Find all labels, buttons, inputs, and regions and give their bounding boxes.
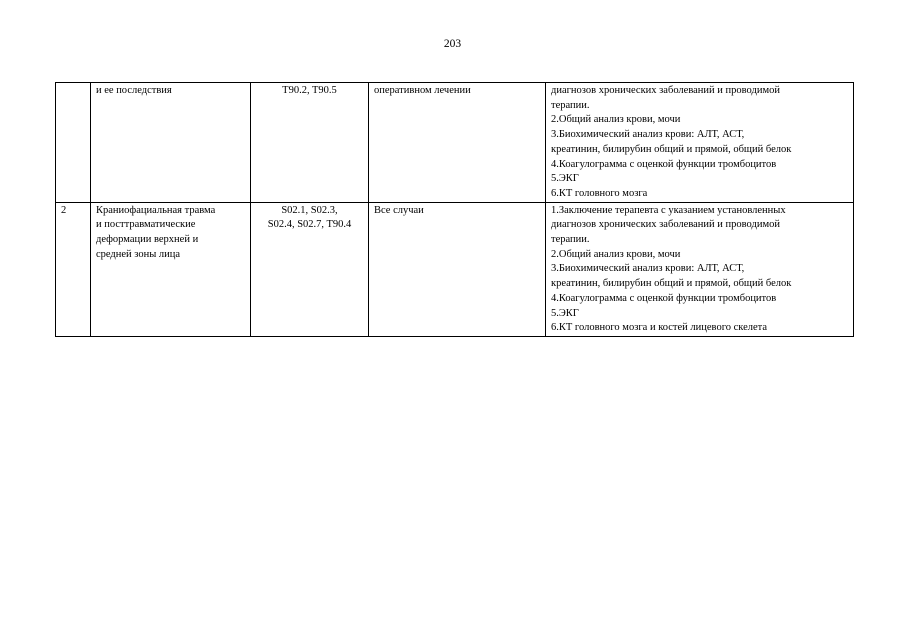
icd-codes-line: S02.4, S02.7, T90.4	[267, 219, 352, 231]
exam-line: 5.ЭКГ	[551, 173, 579, 185]
exam-line: диагнозов хронических заболеваний и проводимой	[551, 85, 780, 96]
condition-line: оперативном лечении	[374, 85, 471, 96]
row-number-cell: 2	[56, 202, 91, 336]
exam-line: терапии.	[551, 99, 590, 111]
nosology-line: Краниофациальная травма	[96, 204, 216, 216]
exam-line: креатинин, билирубин общий и прямой, общий белок	[551, 143, 792, 155]
page-number: 203	[443, 38, 462, 50]
exam-line: диагнозов хронических заболеваний и проводимой	[551, 219, 780, 231]
examinations-cell	[546, 202, 854, 336]
exam-line: 6.КТ головного мозга	[551, 187, 648, 199]
icd-codes-cell	[251, 202, 369, 336]
exam-line: 5.ЭКГ	[551, 307, 579, 319]
nosology-cell	[91, 202, 251, 336]
table-row	[56, 83, 854, 203]
icd-codes-line: S02.1, S02.3,	[281, 204, 338, 216]
nosology-cell	[91, 83, 251, 203]
nosology-line: средней зоны лица	[96, 248, 181, 260]
exam-line: 3.Биохимический анализ крови: АЛТ, АСТ,	[551, 263, 745, 275]
table-row	[56, 202, 854, 336]
condition-line: Все случаи	[374, 204, 424, 216]
exam-line: 6.КТ головного мозга и костей лицевого скелета	[551, 322, 768, 334]
icd-codes-line: T90.2, T90.5	[282, 85, 337, 96]
exam-line: терапии.	[551, 234, 590, 246]
requirements-table	[55, 82, 854, 337]
nosology-line: и ее последствия	[96, 85, 172, 96]
icd-codes-cell	[251, 83, 369, 203]
exam-line: креатинин, билирубин общий и прямой, общий белок	[551, 278, 792, 290]
exam-line: 4.Коагулограмма с оценкой функции тромбоцитов	[551, 292, 777, 304]
exam-line: 2.Общий анализ крови, мочи	[551, 114, 681, 126]
exam-line: 2.Общий анализ крови, мочи	[551, 248, 681, 260]
condition-cell	[369, 202, 546, 336]
row-number-cell	[56, 83, 91, 203]
exam-line: 4.Коагулограмма с оценкой функции тромбоцитов	[551, 158, 777, 170]
exam-line: 1.Заключение терапевта с указанием установленных	[551, 204, 786, 216]
nosology-line: деформации верхней и	[96, 234, 199, 246]
condition-cell	[369, 83, 546, 203]
exam-line: 3.Биохимический анализ крови: АЛТ, АСТ,	[551, 129, 745, 141]
examinations-cell	[546, 83, 854, 203]
nosology-line: и посттравматические	[96, 219, 196, 231]
